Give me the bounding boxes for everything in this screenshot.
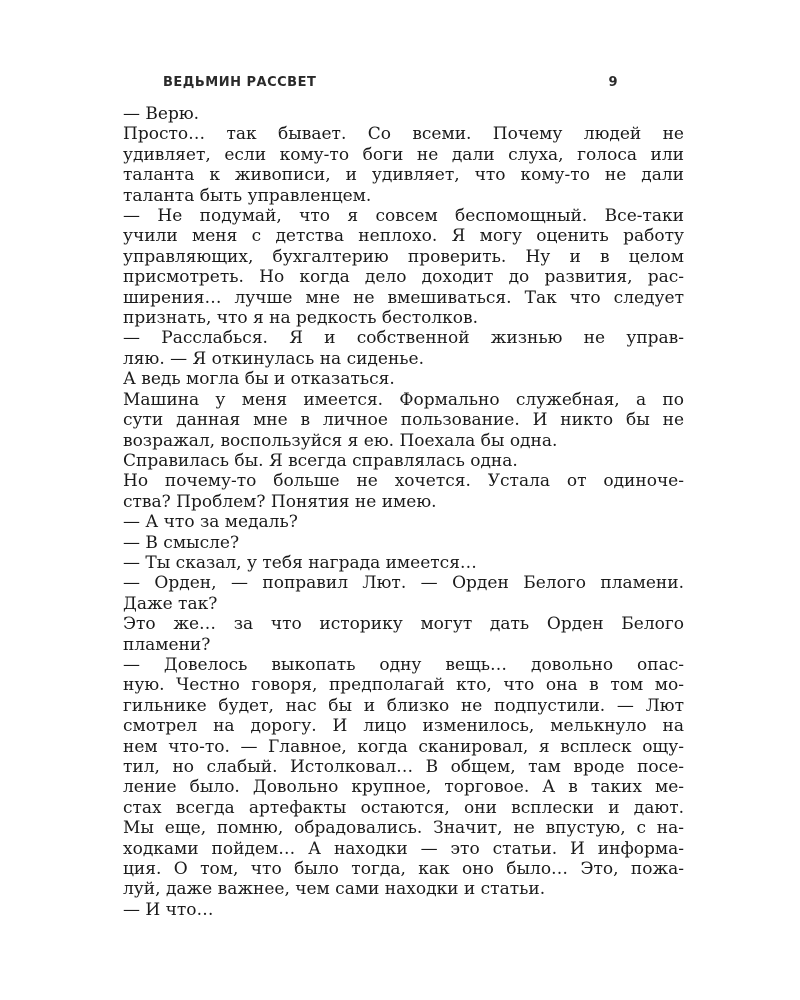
text-line: присмотреть. Но когда дело доходит до развития, рас- bbox=[123, 267, 684, 288]
text-line: Просто… так бывает. Со всеми. Почему людей не bbox=[123, 124, 684, 145]
text-line: — Ты сказал, у тебя награда имеется… bbox=[123, 552, 477, 573]
text-line: — А что за медаль? bbox=[123, 512, 298, 533]
book-title: ВЕДЬМИН РАССВЕТ bbox=[163, 74, 317, 90]
text-line: ление было. Довольно крупное, торговое. А в таких ме- bbox=[123, 777, 684, 798]
text-line: таланта быть управленцем. bbox=[123, 185, 372, 206]
text-line: Но почему-то больше не хочется. Устала от одиноче- bbox=[123, 471, 684, 492]
text-line: сути данная мне в личное пользование. И никто бы не bbox=[123, 410, 684, 431]
text-line: ную. Честно говоря, предполагай кто, что она в том мо- bbox=[123, 675, 684, 696]
text-line: ширения… лучше мне не вмешиваться. Так что следует bbox=[123, 287, 684, 308]
text-line: — Не подумай, что я совсем беспомощный. Все-таки bbox=[123, 206, 684, 227]
text-line: А ведь могла бы и отказаться. bbox=[123, 369, 395, 390]
text-line: Машина у меня имеется. Формально служебная, а по bbox=[123, 389, 684, 410]
text-line: луй, даже важнее, чем сами находки и статьи. bbox=[123, 879, 546, 900]
text-line: ходками пойдем… А находки — это статьи. И информа- bbox=[123, 838, 684, 859]
text-line: — В смысле? bbox=[123, 532, 240, 553]
running-head bbox=[163, 72, 618, 92]
text-line: управляющих, бухгалтерию проверить. Ну и в целом bbox=[123, 246, 684, 267]
text-line: тил, но слабый. Истолковал… В общем, там вроде посе- bbox=[123, 757, 684, 777]
text-line: — Довелось выкопать одну вещь… довольно опас- bbox=[123, 654, 684, 675]
text-line: пламени? bbox=[123, 634, 211, 655]
text-line: учили меня с детства неплохо. Я могу оценить работу bbox=[123, 226, 684, 247]
text-line: ция. О том, что было тогда, как оно было… Это, пожа- bbox=[123, 859, 684, 880]
text-line: ства? Проблем? Понятия не имею. bbox=[123, 491, 437, 512]
text-line: Это же… за что историку могут дать Орден Белого bbox=[123, 614, 684, 635]
text-line: смотрел на дорогу. И лицо изменилось, мелькнуло на bbox=[123, 716, 684, 737]
text-line: Даже так? bbox=[123, 593, 218, 614]
text-line: ляю. — Я откинулась на сиденье. bbox=[123, 348, 425, 369]
text-line: признать, что я на редкость бестолков. bbox=[123, 308, 478, 329]
text-line: — И что… bbox=[123, 899, 214, 920]
page-number: 9 bbox=[608, 74, 618, 90]
text-line: гильнике будет, нас бы и близко не подпустили. — Лют bbox=[123, 695, 684, 716]
text-line: — Орден, — поправил Лют. — Орден Белого пламени. bbox=[123, 573, 684, 594]
text-line: возражал, воспользуйся я ею. Поехала бы одна. bbox=[123, 430, 558, 451]
text-line: таланта к живописи, и удивляет, что кому-то не дали bbox=[123, 165, 684, 186]
text-line: Справилась бы. Я всегда справлялась одна. bbox=[123, 450, 518, 471]
text-line: — Верю. bbox=[123, 104, 200, 124]
text-line: — Расслабься. Я и собственной жизнью не управ- bbox=[123, 328, 684, 349]
text-line: Мы еще, помню, обрадовались. Значит, не впустую, с на- bbox=[123, 818, 684, 839]
text-line: стах всегда артефакты остаются, они всплески и дают. bbox=[123, 797, 684, 818]
body-text bbox=[123, 104, 684, 920]
text-line: нем что-то. — Главное, когда сканировал, я всплеск ощу- bbox=[123, 736, 684, 757]
text-line: удивляет, если кому-то боги не дали слуха, голоса или bbox=[123, 144, 684, 165]
